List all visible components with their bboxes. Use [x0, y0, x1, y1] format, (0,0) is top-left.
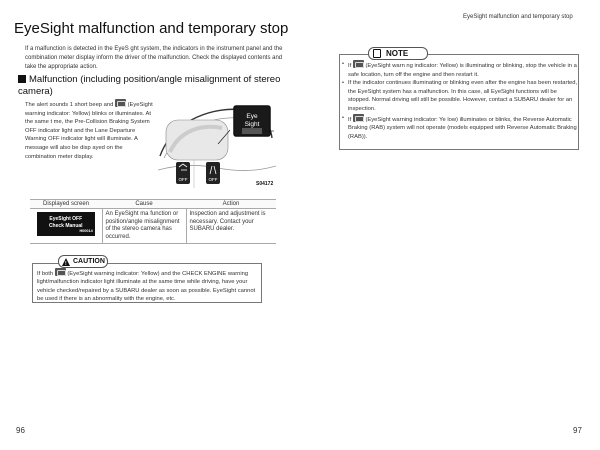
pcb-off-indicator-label: OFF: [178, 177, 188, 182]
note-item-1-text: (EyeSight warn ng indicator: Yellow) is illuminating or blinking, stop the vehicle in a safe location, turn off the engine and then restart it.: [348, 63, 577, 78]
caution-label: [58, 255, 108, 268]
page-title: EyeSight malfunction and temporary stop: [14, 20, 289, 37]
figure-id: S04172: [256, 181, 274, 187]
eyesight-warning-indicator-icon: [55, 268, 66, 276]
running-header: EyeSight malfunction and temporary stop: [463, 14, 573, 20]
combination-meter-figure: [158, 100, 276, 190]
section-heading-text: Malfunction (including position/angle misalignment of stereo camera): [18, 74, 281, 97]
list-item: • If (EyeSight warn ng indicator: Yellow) is illuminating or blinking, stop the vehicle in a safe location, turn off the engine and then restart it.: [342, 61, 577, 78]
column-header-cause: Cause: [102, 200, 186, 209]
description-part-1: The alert sounds 1 short beep and: [25, 102, 114, 108]
intro-paragraph: If a malfunction is detected in the EyeS ght system, the indicators in the instrument panel and the combination meter display inform the driver of the malfunction. Check the displayed contents and take the appropriate action.: [25, 46, 283, 70]
malfunction-table: [30, 199, 276, 244]
displayed-screen-cell: [30, 209, 102, 244]
note-label-text: NOTE: [386, 49, 409, 58]
eyesight-warning-indicator-icon: [115, 99, 126, 107]
note-item-2-text: If the indicator continues illuminating or blinking even after the engine has been restarted, the EyeSight system has a malfunction. In this case, all EyeSight functions will be stopped. Normal driving will still be possible. However, contact a SUBARU dealer for an inspection.: [348, 80, 578, 112]
caution-text: [37, 268, 263, 303]
malfunction-description: [25, 99, 155, 161]
meter-message-screen: [37, 212, 95, 236]
caution-text-part-1: If both: [37, 271, 54, 277]
warning-triangle-icon: [62, 258, 70, 266]
note-item-1-prefix: If: [348, 63, 352, 69]
list-item: • If the indicator continues illuminating or blinking even after the engine has been restarted, the EyeSight system has a malfunction. In this case, all EyeSight functions will be stopped. Normal driving will still be possible. However, contact a SUBARU dealer for an inspection.: [342, 80, 578, 112]
square-bullet-icon: [18, 75, 26, 83]
table-row: [30, 209, 276, 244]
note-item-3-text: (EyeSight warning indicator: Ye low) illuminates or blinks, the Reverse Automatic Braking (RAB) system will not operate (models equipped with Reverse Automatic Braking (RAB)).: [348, 116, 577, 140]
page-number: 96: [16, 426, 25, 435]
eyesight-warning-indicator-icon: [353, 60, 364, 68]
list-item: • If (EyeSight warning indicator: Ye low) illuminates or blinks, the Reverse Automatic Braking (RAB) system will not operate (models equipped with Reverse Automatic Braking (RAB)).: [342, 114, 577, 140]
meter-message-line1: EyeSight OFF: [49, 216, 83, 222]
cause-cell: An EyeSight ma function or position/angle misalignment of the stereo camera has occurred.: [102, 209, 186, 244]
meter-display-line2: Sight: [244, 121, 260, 128]
description-part-2: (EyeSight warning indicator: Yellow) blinks or illuminates. At the same t me, the Pre-Collision Braking System OFF indicator light and the Lane Departure Warning OFF indicator light will illuminate. A message will also be disp ayed on the combination meter display.: [25, 102, 153, 160]
column-header-action: Action: [186, 200, 276, 209]
note-pencil-icon: [373, 49, 381, 58]
meter-display-line1: Eye: [246, 113, 258, 120]
meter-message-code: H00014: [79, 229, 93, 233]
note-list: [342, 60, 578, 141]
ldw-off-indicator-label: OFF: [208, 177, 218, 182]
section-heading: [18, 74, 288, 98]
page-number: 97: [573, 426, 582, 435]
meter-message-line2: Check Manual: [48, 223, 83, 229]
column-header-displayed-screen: Displayed screen: [30, 200, 102, 209]
caution-label-text: CAUTION: [73, 258, 105, 265]
note-item-3-prefix: If: [348, 116, 352, 123]
note-label: [368, 47, 428, 60]
caution-text-part-2: (EyeSight warning indicator: Yellow) and the CHECK ENGINE warning light/malfunction indicator light illuminate at the same time while driving, have your vehicle checked/repaired by a SUBARU dealer as soon as possible. EyeSight cannot be used if there is an abnormality with the engine, etc.: [37, 271, 256, 302]
eyesight-warning-indicator-icon: [353, 114, 364, 122]
action-cell: Inspection and adjustment is necessary. Contact your SUBARU dealer.: [186, 209, 276, 244]
